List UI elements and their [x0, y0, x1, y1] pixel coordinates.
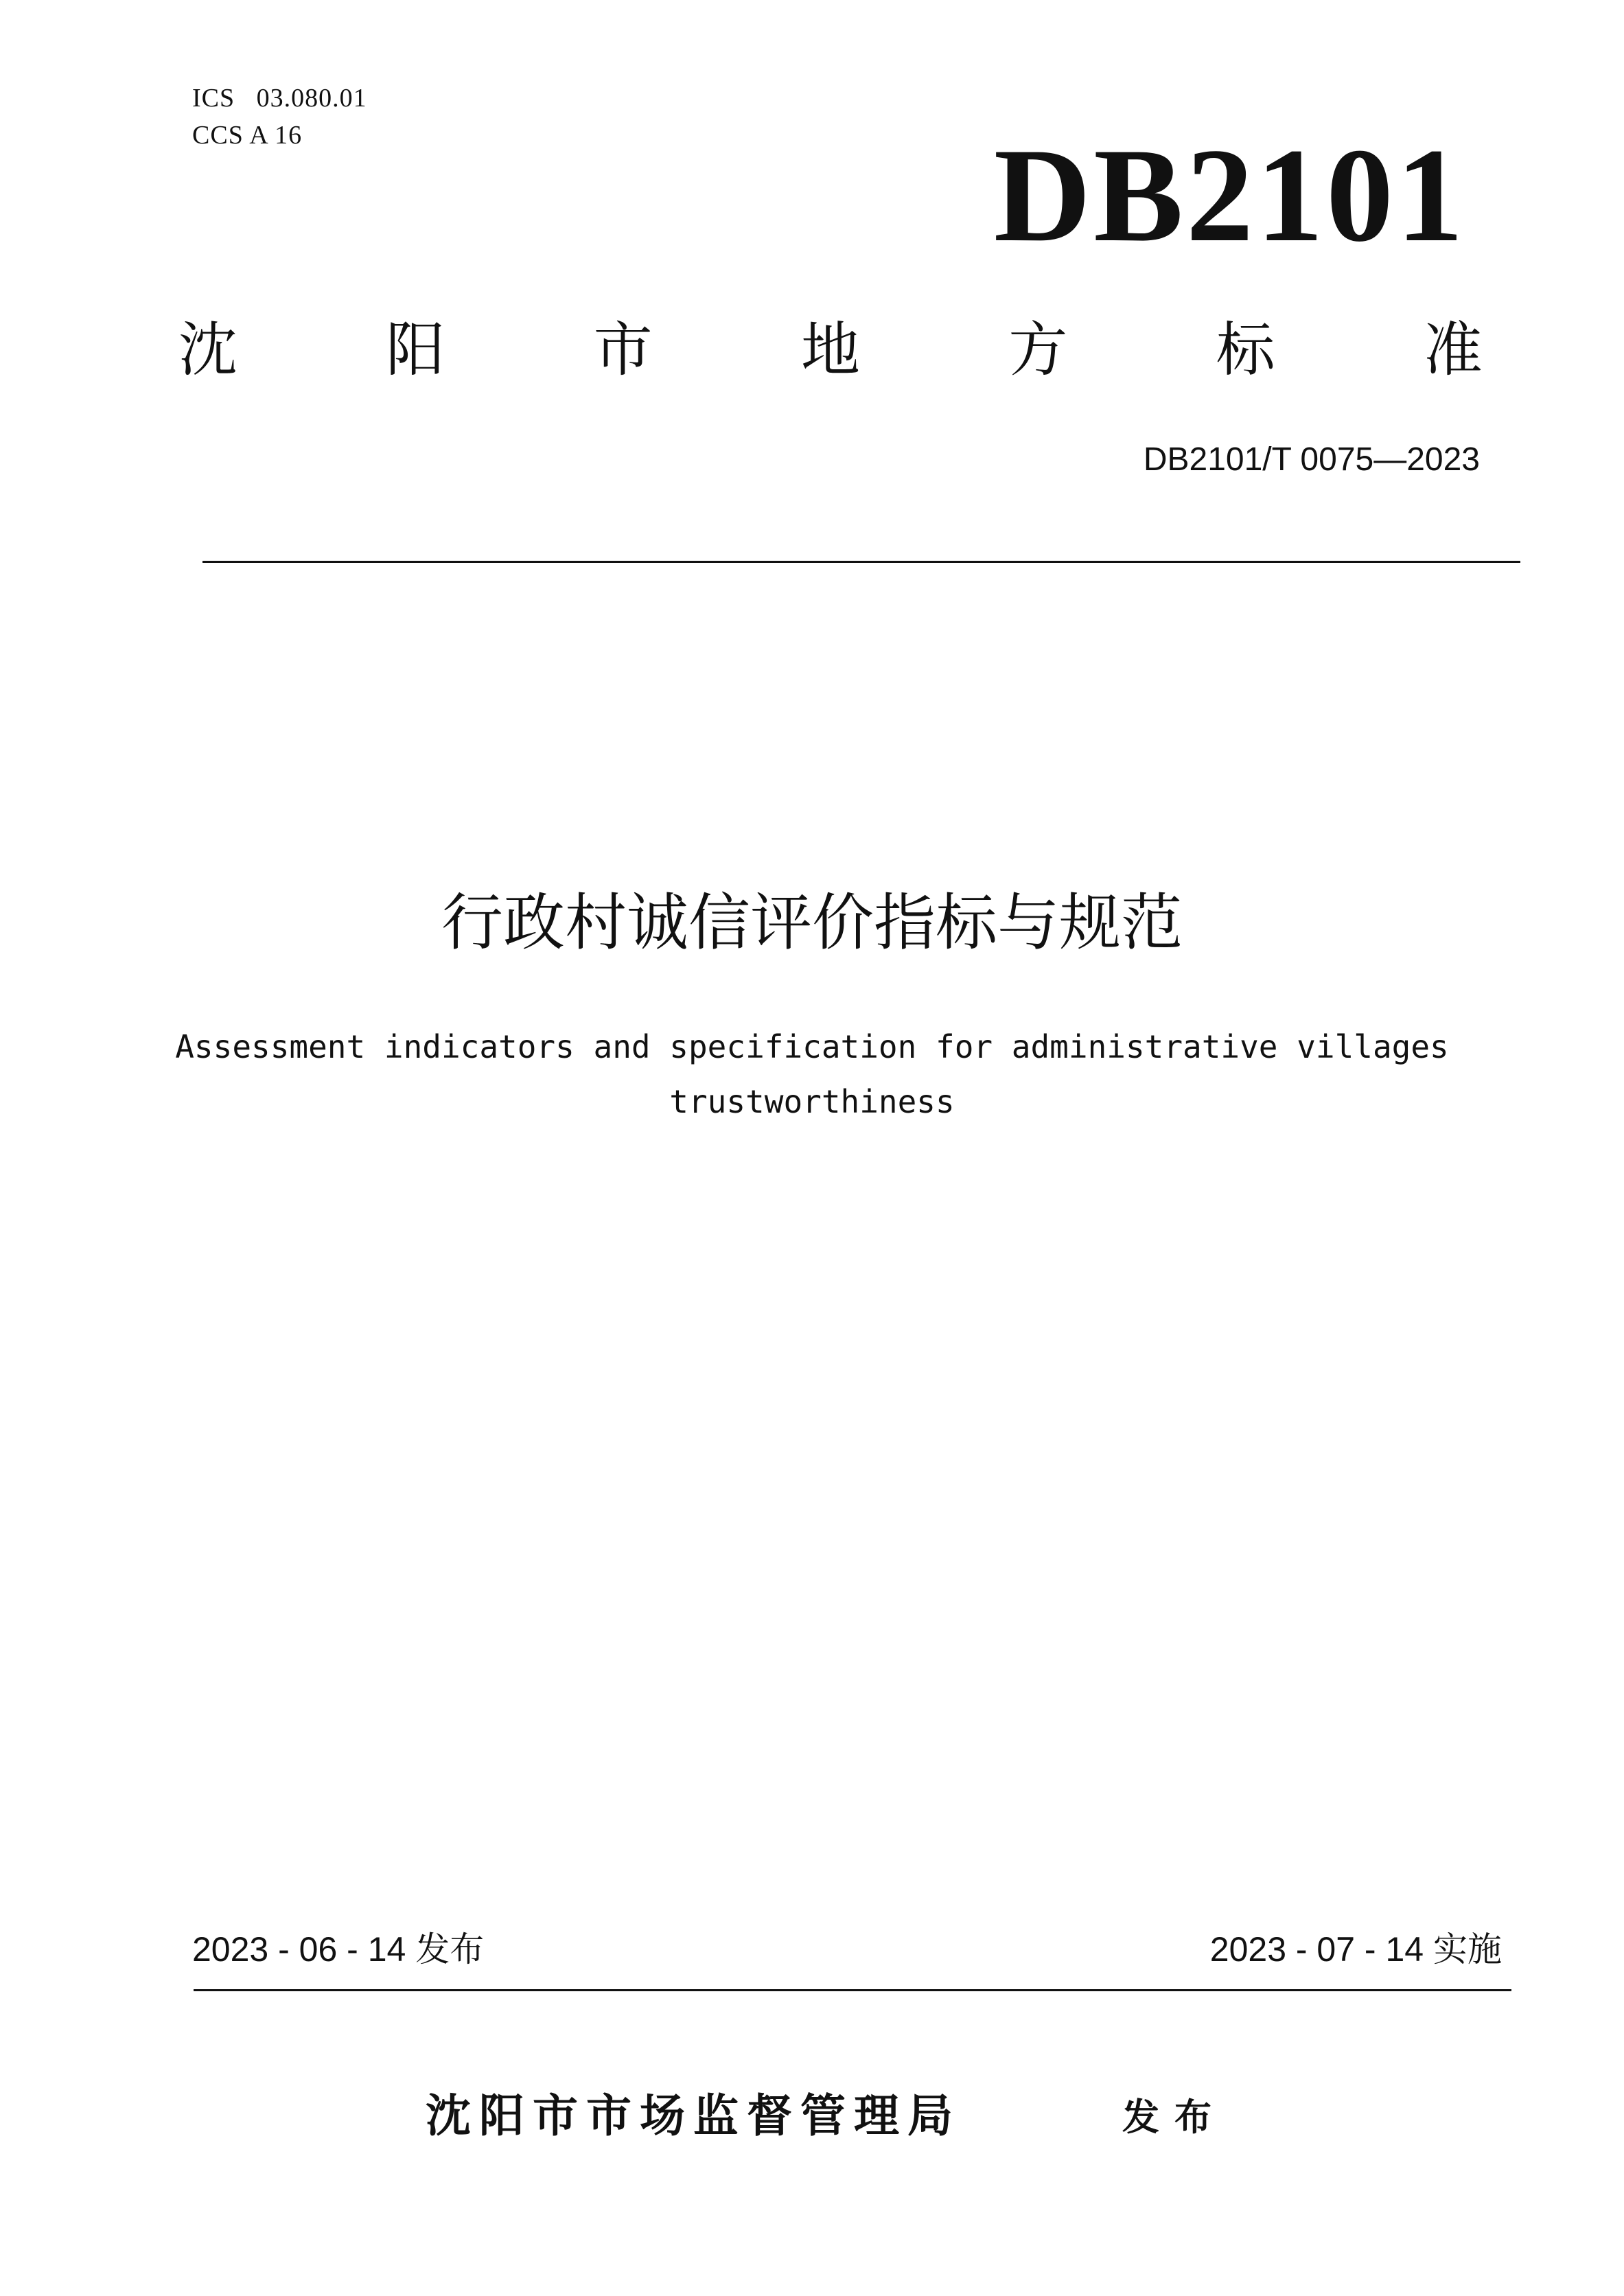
issue-label: 发布	[1122, 2096, 1227, 2139]
standard-type-char: 沈	[178, 316, 237, 384]
document-title-chinese: 行政村诚信评价指标与规范	[441, 887, 1183, 959]
document-title-english	[69, 1019, 1555, 1129]
db-code-logo: DB2101	[993, 121, 1466, 270]
bottom-divider	[194, 1989, 1511, 1991]
standard-type-char: 标	[1216, 316, 1275, 384]
standard-type-char: 准	[1423, 316, 1483, 384]
standard-type-char: 方	[1008, 316, 1068, 384]
standard-type-char: 地	[800, 316, 860, 384]
english-title-line-2: trustworthiness	[669, 1083, 955, 1120]
standard-type-char: 市	[593, 316, 653, 384]
ccs-code: CCS A 16	[192, 121, 303, 150]
standard-number: DB2101/T 0075—2023	[1143, 441, 1480, 478]
implementation-date: 2023 - 07 - 14 实施	[1209, 1930, 1502, 1969]
publish-date: 2023 - 06 - 14 发布	[192, 1930, 485, 1969]
top-divider	[202, 561, 1520, 563]
issuing-authority: 沈阳市市场监督管理局	[426, 2089, 961, 2142]
standard-type-char: 阳	[386, 316, 445, 384]
standard-type-heading	[178, 312, 1483, 388]
english-title-line-1: Assessment indicators and specification for administrative villages	[175, 1028, 1449, 1065]
ics-code: ICS 03.080.01	[192, 84, 367, 113]
